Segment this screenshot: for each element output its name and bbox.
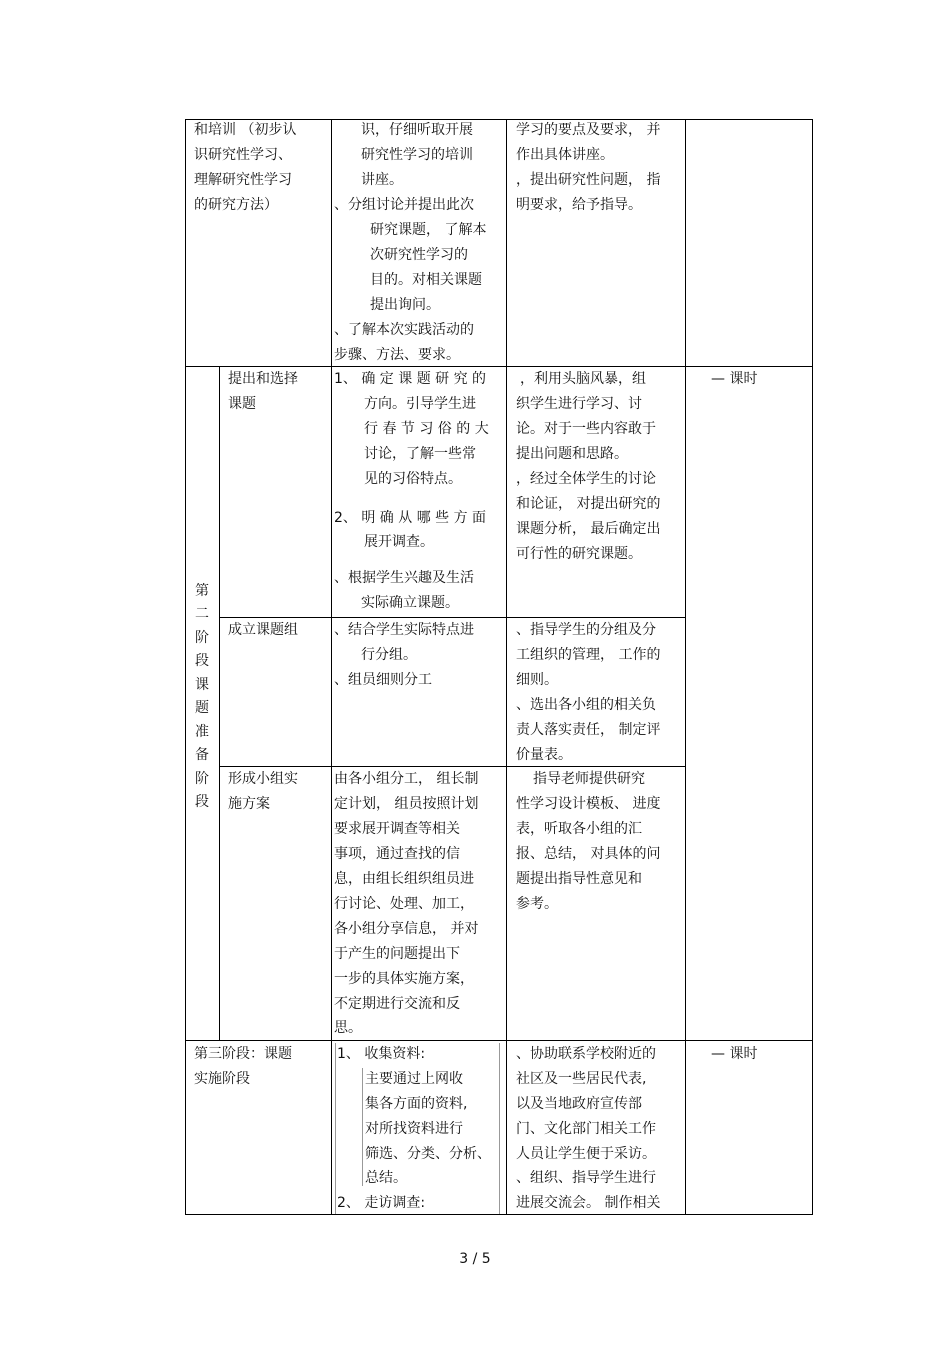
teacher-line: 课题分析， 最后确定出	[516, 521, 661, 537]
student-line: 讲座。	[361, 172, 403, 188]
student-line: 、组员细则分工	[334, 672, 432, 688]
teacher-line: 参考。	[516, 896, 558, 912]
student-line: 由各小组分工， 组长制	[334, 771, 479, 787]
student-line: 定计划， 组员按照计划	[334, 796, 479, 812]
teacher-line: 、组织、指导学生进行	[516, 1170, 656, 1186]
student-line: 息，由组长组织组员进	[334, 871, 474, 887]
teacher-line: ，经过全体学生的讨论	[516, 471, 656, 487]
stage2-char: 段	[195, 794, 209, 810]
student-line: 1、 确 定 课 题 研 究 的	[334, 371, 487, 387]
col-divider-student	[331, 119, 332, 1215]
stage2-char: 阶	[195, 771, 209, 787]
col-divider-hours	[685, 119, 686, 1215]
inner-box-indent	[362, 1068, 363, 1186]
table-bottom-border	[185, 1214, 813, 1215]
student-line: 提出询问。	[370, 297, 440, 313]
teacher-line: 作出具体讲座。	[516, 147, 614, 163]
student-line: 行讨论、处理、加工，	[334, 896, 474, 912]
student-line: 思。	[334, 1020, 362, 1036]
row-divider-2	[185, 1040, 813, 1041]
student-line: 、了解本次实践活动的	[334, 322, 474, 338]
student-line: 一步的具体实施方案，	[334, 971, 474, 987]
teacher-line: 、指导学生的分组及分	[516, 622, 656, 638]
stage3-label-line: 实施阶段	[194, 1071, 250, 1087]
col-divider-teacher	[506, 119, 507, 1215]
teacher-line: 表，听取各小组的汇	[516, 821, 642, 837]
teacher-line: ，提出研究性问题， 指	[516, 172, 661, 188]
stage2-char: 备	[195, 747, 209, 763]
teacher-line: 明要求，给予指导。	[516, 197, 642, 213]
page-number: 3 / 5	[459, 1251, 491, 1267]
teacher-line: 提出问题和思路。	[516, 446, 628, 462]
task-line: 形成小组实	[228, 771, 298, 787]
student-line: 1、 收集资料:	[337, 1046, 426, 1062]
inner-box-left	[335, 1043, 336, 1214]
student-line: 不定期进行交流和反	[334, 996, 460, 1012]
teacher-line: 织学生进行学习、讨	[516, 396, 642, 412]
student-line: 展开调查。	[364, 534, 434, 550]
student-line: 各小组分享信息， 并对	[334, 921, 479, 937]
teacher-line: 指导老师提供研究	[533, 771, 645, 787]
student-line: 筛选、分类、分析、	[365, 1146, 491, 1162]
teacher-line: 性学习设计模板、 进度	[516, 796, 661, 812]
student-line: 研究课题， 了解本	[370, 222, 487, 238]
teacher-line: 、协助联系学校附近的	[516, 1046, 656, 1062]
student-line: 集各方面的资料,	[365, 1096, 468, 1112]
stage3-hours: — 课时	[711, 1046, 758, 1062]
teacher-line: 工组织的管理， 工作的	[516, 647, 661, 663]
student-line: 对所找资料进行	[365, 1121, 463, 1137]
student-line: 实际确立课题。	[361, 595, 459, 611]
teacher-line: 细则。	[516, 672, 558, 688]
student-line: 于产生的问题提出下	[334, 946, 460, 962]
stage-line: 理解研究性学习	[194, 172, 292, 188]
teacher-line: 可行性的研究课题。	[516, 546, 642, 562]
task-line: 施方案	[228, 796, 270, 812]
student-line: 要求展开调查等相关	[334, 821, 460, 837]
teacher-line: 门、文化部门相关工作	[516, 1121, 656, 1137]
stage2-char: 二	[195, 606, 209, 622]
student-line: 次研究性学习的	[370, 247, 468, 263]
stage3-label-line: 第三阶段：课题	[194, 1046, 292, 1062]
student-line: 识，仔细听取开展	[361, 122, 473, 138]
teacher-line: 责人落实责任， 制定评	[516, 722, 661, 738]
stage-line: 和培训 （初步认	[194, 122, 297, 138]
student-line: 、分组讨论并提出此次	[334, 197, 474, 213]
inner-box-right	[499, 1043, 500, 1214]
teacher-line: 学习的要点及要求， 并	[516, 122, 661, 138]
stage2-char: 阶	[195, 630, 209, 646]
table-left-border	[185, 119, 186, 1215]
stage2-hours: — 课时	[711, 371, 758, 387]
student-line: 2、 明 确 从 哪 些 方 面	[334, 510, 487, 526]
student-line: 行 春 节 习 俗 的 大	[364, 421, 489, 437]
table-right-border	[812, 119, 813, 1215]
task-line: 课题	[228, 396, 256, 412]
student-line: 事项，通过查找的信	[334, 846, 460, 862]
student-line: 研究性学习的培训	[361, 147, 473, 163]
student-line: 2、 走访调查:	[337, 1195, 426, 1211]
stage2-char: 准	[195, 724, 209, 740]
teacher-line: 价量表。	[516, 747, 572, 763]
stage-line: 的研究方法）	[194, 197, 278, 213]
stage2-char: 题	[195, 700, 209, 716]
student-line: 见的习俗特点。	[364, 471, 462, 487]
student-line: 步骤、方法、要求。	[334, 347, 460, 363]
teacher-line: 论。对于一些内容敢于	[516, 421, 656, 437]
stage2-char: 课	[195, 677, 209, 693]
task-line: 成立课题组	[228, 622, 298, 638]
student-line: 目的。对相关课题	[370, 272, 482, 288]
student-line: 主要通过上网收	[365, 1071, 463, 1087]
teacher-line: 进展交流会。 制作相关	[516, 1195, 661, 1211]
student-line: 总结。	[365, 1170, 407, 1186]
teacher-line: 以及当地政府宣传部	[516, 1096, 642, 1112]
student-line: 行分组。	[361, 647, 417, 663]
stage-line: 识研究性学习、	[194, 147, 292, 163]
col-divider-stage	[219, 366, 220, 1041]
student-line: 讨论，了解一些常	[364, 446, 476, 462]
teacher-line: 、选出各小组的相关负	[516, 697, 656, 713]
teacher-line: 题提出指导性意见和	[516, 871, 642, 887]
student-line: 、结合学生实际特点进	[334, 622, 474, 638]
teacher-line: 报、总结， 对具体的问	[516, 846, 661, 862]
student-line: 方向。引导学生进	[364, 396, 476, 412]
stage2-char: 段	[195, 653, 209, 669]
task-line: 提出和选择	[228, 371, 298, 387]
teacher-line: 人员让学生便于采访。	[516, 1146, 656, 1162]
teacher-line: ，利用头脑风暴，组	[520, 371, 646, 387]
stage2-char: 第	[195, 583, 209, 599]
teacher-line: 社区及一些居民代表,	[516, 1071, 647, 1087]
teacher-line: 和论证， 对提出研究的	[516, 496, 661, 512]
student-line: 、根据学生兴趣及生活	[334, 570, 474, 586]
